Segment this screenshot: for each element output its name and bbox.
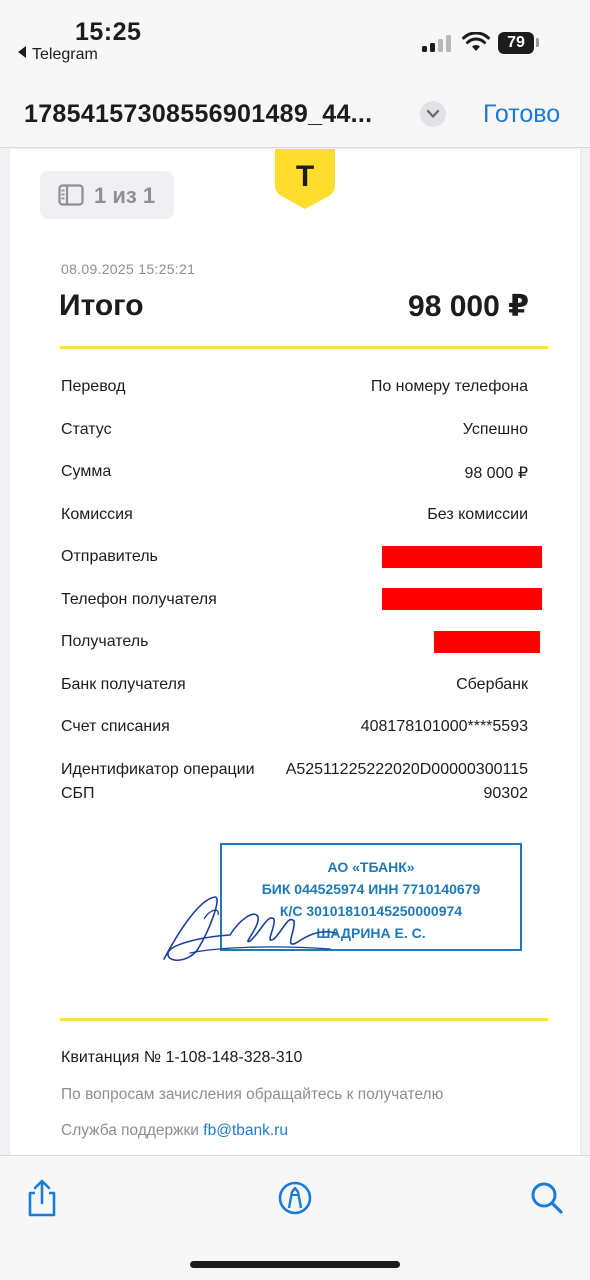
total-label: Итого <box>59 289 144 322</box>
row-label-commission: Комиссия <box>61 506 133 523</box>
row-label-recipient-bank: Банк получателя <box>61 676 186 693</box>
divider <box>60 346 548 349</box>
home-indicator[interactable] <box>190 1261 400 1268</box>
back-arrow-icon <box>18 46 26 58</box>
row-value-amount: 98 000 ₽ <box>464 465 528 482</box>
signature <box>160 889 340 969</box>
stamp-line-4: ШАДРИНА Е. С. <box>316 925 426 941</box>
receipt-number: Квитанция № 1-108-148-328-310 <box>61 1049 303 1066</box>
search-icon[interactable] <box>529 1178 565 1218</box>
page-indicator-label: 1 из 1 <box>94 183 156 208</box>
document-nav-bar <box>0 80 590 148</box>
row-label-sender: Отправитель <box>61 548 158 565</box>
share-icon[interactable] <box>24 1178 60 1218</box>
stamp-line-1: АО «ТБАНК» <box>327 859 415 875</box>
row-value-status: Успешно <box>462 421 528 438</box>
document-viewer[interactable] <box>0 149 590 1155</box>
row-value-sbp-id-2: 90302 <box>483 785 528 802</box>
support-label: Служба поддержки <box>61 1122 204 1139</box>
chevron-down-icon[interactable] <box>420 101 446 127</box>
done-button[interactable]: Готово <box>483 100 561 128</box>
row-value-commission: Без комиссии <box>427 506 528 523</box>
row-label-recipient-phone: Телефон получателя <box>61 591 217 608</box>
row-label-sbp-id-1: Идентификатор операции <box>61 761 255 778</box>
receipt-datetime: 08.09.2025 15:25:21 <box>61 261 196 277</box>
redaction-sender <box>382 546 542 568</box>
total-value: 98 000 ₽ <box>408 290 529 323</box>
signal-icon <box>422 34 454 52</box>
tbank-logo <box>275 149 335 209</box>
redaction-recipient-phone <box>382 588 542 610</box>
recipient-question-note: По вопросам зачисления обращайтесь к получателю <box>61 1086 444 1103</box>
row-label-recipient: Получатель <box>61 633 149 650</box>
support-line <box>61 1122 288 1140</box>
row-label-sbp-id-2: СБП <box>61 785 95 802</box>
row-label-status: Статус <box>61 421 112 438</box>
back-app-label: Telegram <box>32 46 98 63</box>
document-title[interactable]: 17854157308556901489_44... <box>24 100 373 128</box>
row-label-debit-account: Счет списания <box>61 718 170 735</box>
row-label-transfer: Перевод <box>61 378 126 395</box>
battery-tip <box>536 38 539 47</box>
svg-text:Т: Т <box>295 160 315 193</box>
redaction-recipient <box>434 631 540 653</box>
page-indicator[interactable] <box>40 171 174 219</box>
status-bar <box>0 0 590 80</box>
stamp-line-2: БИК 044525974 ИНН 7710140679 <box>261 881 481 897</box>
row-value-sbp-id-1: A52511225222020D00000300115 <box>285 761 528 778</box>
row-value-transfer: По номеру телефона <box>370 378 528 395</box>
row-label-amount: Сумма <box>61 463 112 480</box>
back-to-app-link[interactable] <box>18 46 98 64</box>
stamp-line-3: К/С 30101810145250000974 <box>279 903 463 919</box>
support-email-link[interactable]: fb@tbank.ru <box>203 1122 288 1139</box>
markup-icon[interactable] <box>277 1178 313 1218</box>
status-time: 15:25 <box>75 18 142 46</box>
sidebar-icon <box>58 184 84 206</box>
wifi-icon <box>462 32 490 52</box>
row-value-recipient-bank: Сбербанк <box>456 676 528 693</box>
row-value-debit-account: 408178101000****5593 <box>360 718 528 735</box>
receipt-page <box>10 149 580 1155</box>
divider <box>60 1018 548 1021</box>
battery-icon: 79 <box>498 32 534 54</box>
